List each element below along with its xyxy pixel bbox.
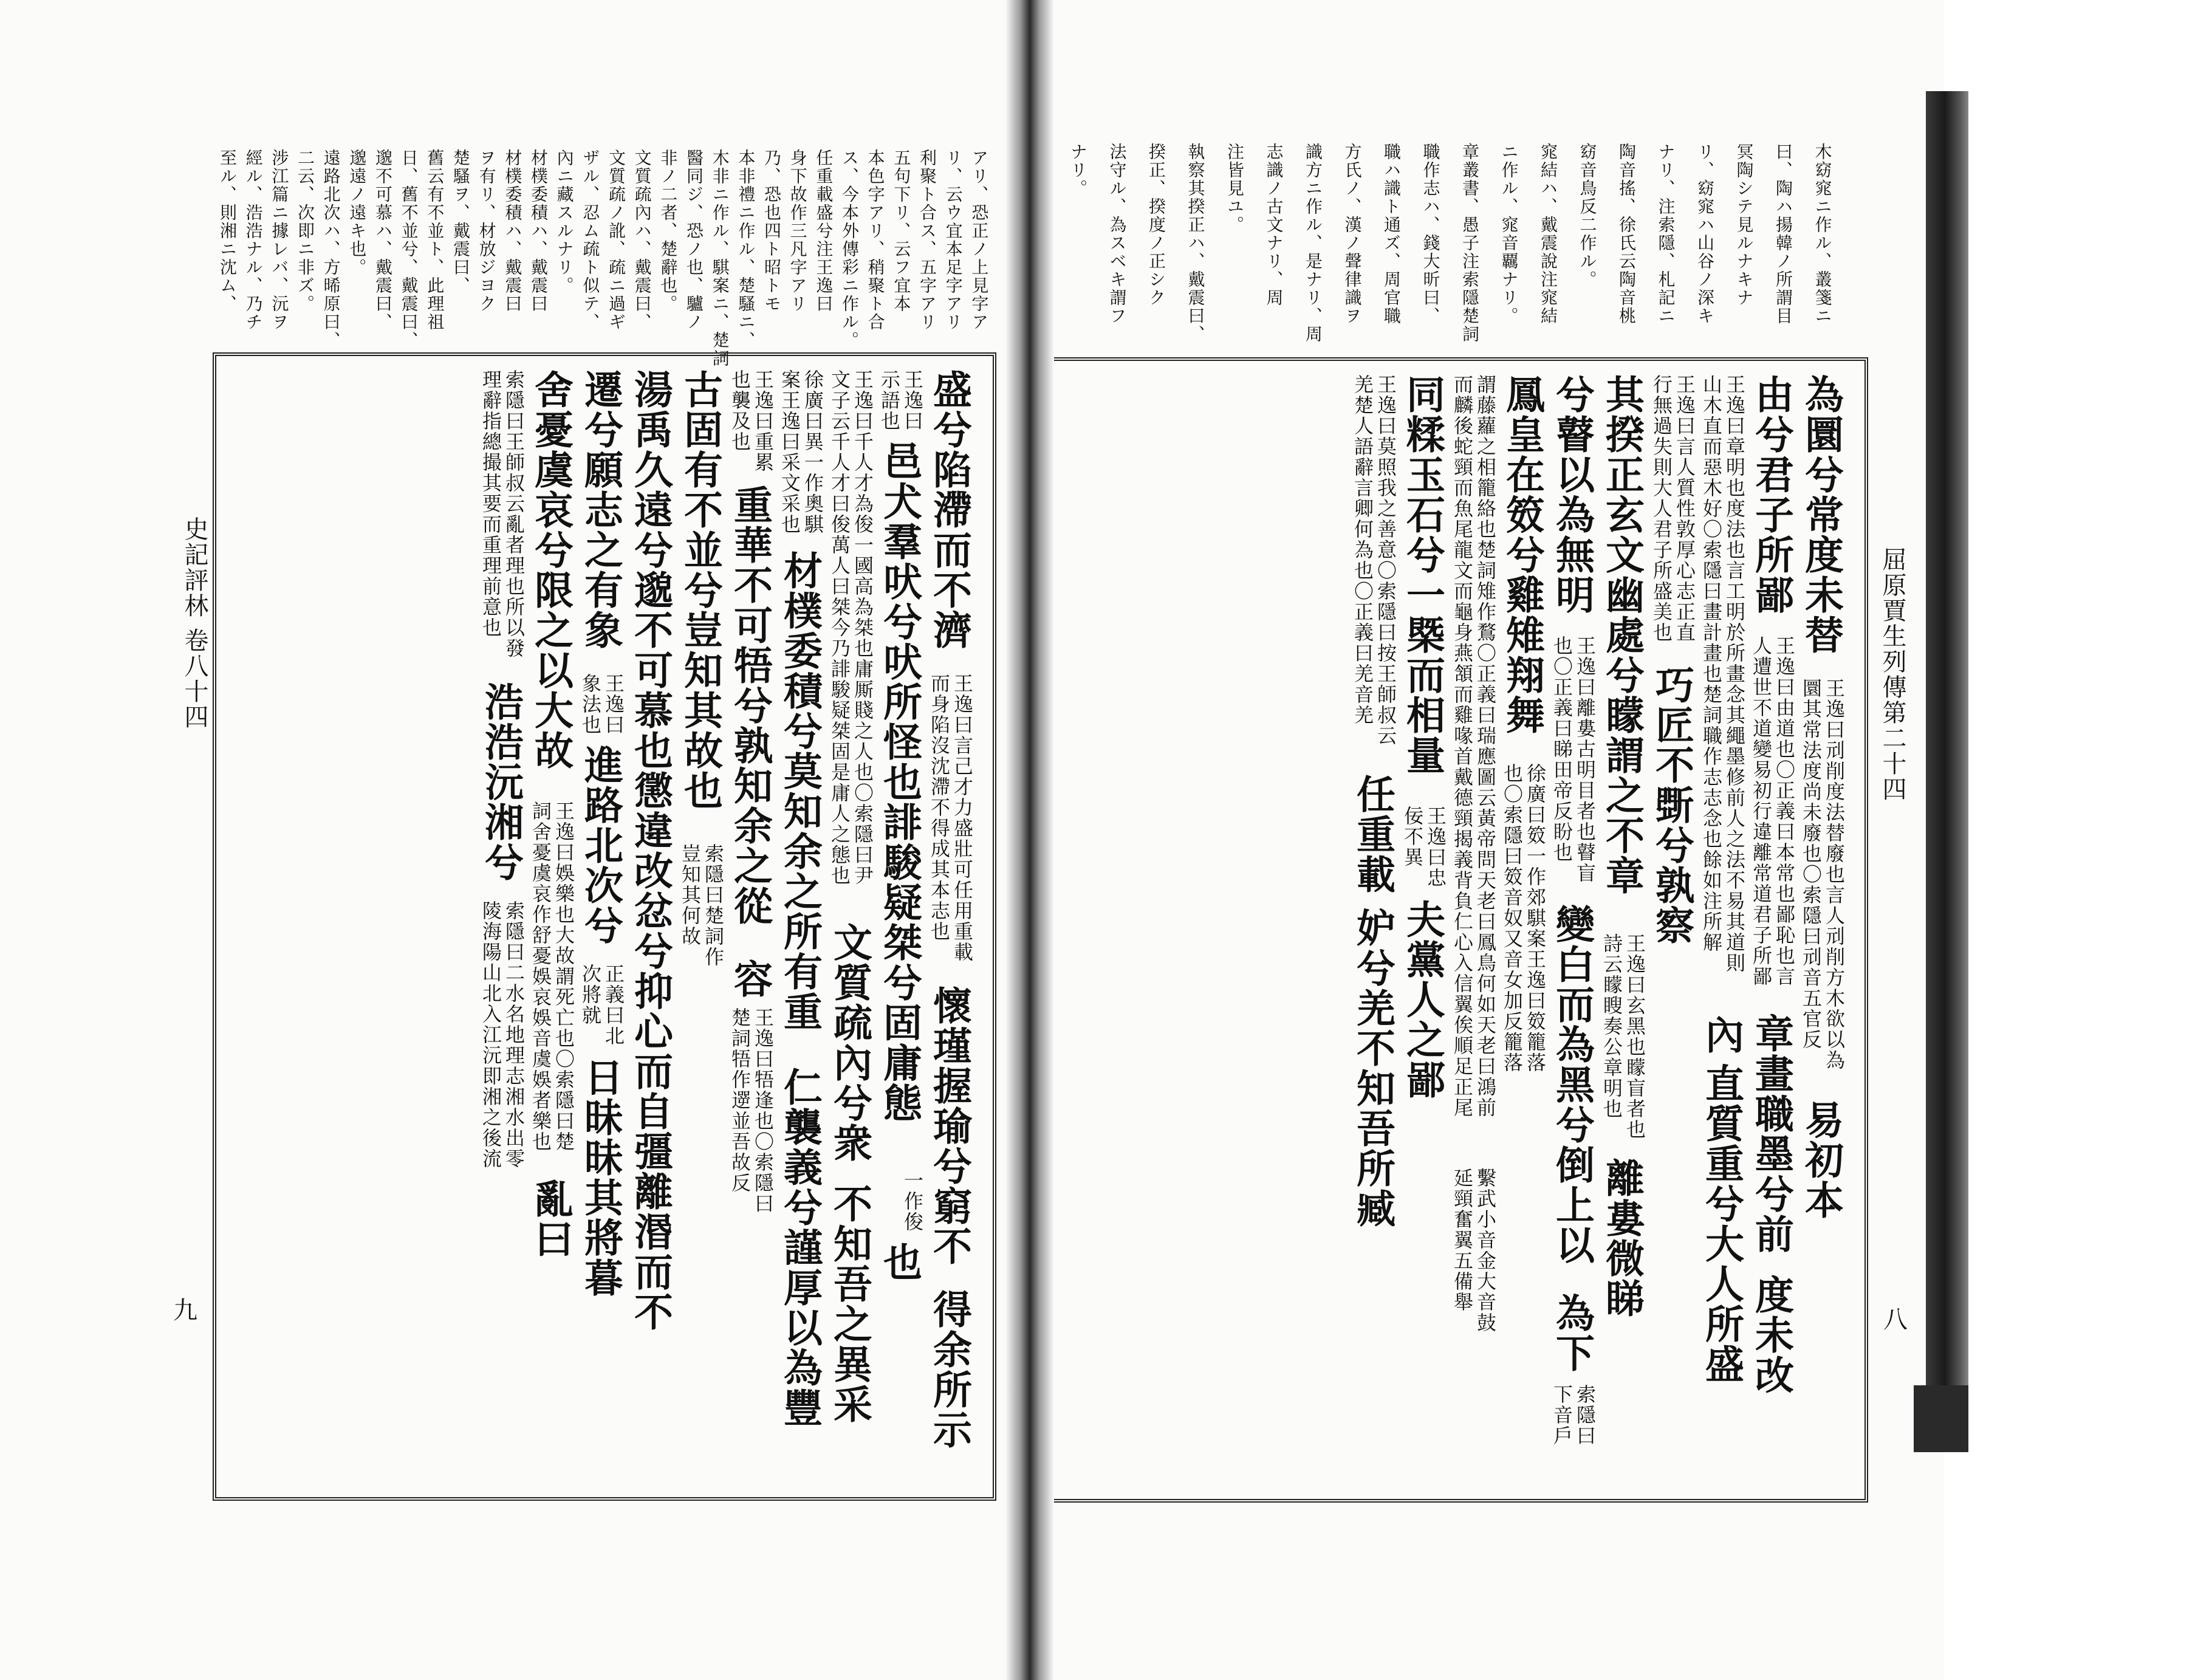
top-note-line: 二云、次即ニ非ズ。	[295, 149, 315, 313]
commentary-column: 索隱曰	[1573, 1384, 1597, 1446]
top-note-line: 職作志ハ、錢大昕曰、	[1420, 143, 1441, 325]
main-text-column: 為圜兮常度未替	[1798, 374, 1844, 655]
commentary-column: 楚詞牾作遻並吾故反	[728, 1007, 752, 1193]
main-text-column: 日昧昧其將暮	[578, 1057, 623, 1298]
commentary-column: 謂藤蘿之相籠絡也楚詞雉作鶩〇正義曰瑞應圖云黃帝問天老曰鳳鳥何如天老曰鴻前	[1474, 374, 1497, 1118]
top-note-line: 曰、陶ハ揚韓ノ所謂目	[1773, 143, 1793, 325]
main-text-column: 亂曰	[528, 1179, 574, 1259]
commentary-column: 次將就	[579, 964, 602, 1026]
top-note-line: 邈遠ノ遠キ也。	[347, 149, 368, 276]
top-note-line: 文質疏內ハ、戴震曰、	[632, 149, 652, 331]
top-note-line: 日、舊不並兮、戴震曰、	[399, 149, 419, 349]
commentary-column: 羌楚人語辭言卿何為也〇正義曰羌音羌	[1351, 374, 1374, 725]
commentary-column: 詞舍憂虞哀作舒憂娛哀娛音虞娛者樂也	[529, 801, 552, 1152]
main-text-column: 其揆正玄文幽處兮矇謂之不章	[1599, 374, 1645, 896]
commentary-column: 文子云千人才曰俊萬人曰桀今乃誹駿疑桀固是庸人之態也	[828, 369, 851, 886]
top-note-line: 方氏ノ、漢ノ聲律識ヲ	[1342, 143, 1363, 325]
main-text-column: 同糅玉石兮一槩而相量	[1400, 374, 1445, 775]
commentary-column: 王逸曰離婁古明目者也瞽盲	[1573, 636, 1597, 883]
commentary-column: 人遭世不道變易初行違離常道君子所鄙	[1750, 636, 1773, 987]
commentary-column: 也〇正義曰睇田帝反盼也	[1550, 636, 1573, 863]
commentary-column: 徐廣曰異一作奧騏	[801, 369, 824, 535]
top-note-line: 冥陶シテ見ルナキナ	[1734, 143, 1755, 307]
top-note-line: 材樸委積ハ、戴震曰	[502, 149, 523, 313]
top-note-line: 邈不可慕ハ、戴震曰、	[373, 149, 393, 331]
top-note-line: 舊云有不並ト、此理祖	[425, 149, 445, 331]
left-page	[0, 0, 1027, 1680]
top-note-line: 涉江篇ニ據レバ、沅ヲ	[269, 149, 290, 331]
top-note-line: 注皆見ユ。	[1225, 143, 1245, 234]
main-text-column: 由兮君子所鄙	[1748, 374, 1794, 615]
top-note-line: 職ハ識ト通ズ、周官職	[1382, 143, 1402, 325]
commentary-column: 佞不異	[1401, 806, 1424, 868]
gutter-shadow	[1005, 0, 1054, 1680]
main-text-column: 邑犬羣吠兮吠所怪也誹駿疑桀兮固庸態	[877, 441, 922, 1123]
commentary-column: 正義曰北	[602, 964, 625, 1046]
commentary-column: 王逸曰言己才力盛壯可任用重載	[951, 673, 974, 962]
main-text-column: 仁襲義兮謹厚以為豐	[777, 1067, 823, 1428]
top-note-line: 利聚ト合ス、五字アリ	[917, 149, 937, 331]
commentary-column: 案王逸曰采文采也	[778, 369, 801, 535]
commentary-column: 王逸曰由道也〇正義曰本常也鄙恥也言	[1773, 636, 1796, 987]
top-note-line: ザル、忍ム疏ト似テ、	[580, 149, 601, 331]
commentary-column: 索隱曰二水名地理志湘水出零	[502, 900, 526, 1169]
commentary-column: 王逸曰忠	[1424, 806, 1447, 888]
top-note-line: 窈音鳥反二作ル。	[1577, 143, 1598, 289]
main-text-column: 鳳皇在笯兮雞雉翔舞	[1499, 374, 1545, 735]
commentary-column: 王逸曰	[602, 673, 625, 735]
blank-margin	[1968, 0, 2212, 1680]
main-text-column: 盛兮陷滯而不濟	[926, 369, 972, 650]
main-text-column: 度未改	[1748, 1275, 1794, 1395]
commentary-column: 也襲及也	[728, 369, 752, 452]
commentary-column: 山木直而惡木好〇索隱曰畫計畫也楚詞職作志志念也餘如注所解	[1700, 374, 1723, 953]
top-note-line: 識方ニ作ル、是ナリ、周	[1303, 143, 1323, 343]
main-text-column: 得余所示	[926, 1289, 972, 1450]
commentary-column: 象法也	[579, 673, 602, 735]
top-note-line: 陶音搖、徐氏云陶音桃	[1617, 143, 1637, 325]
commentary-column: 詩云矇瞍奏公章明也	[1600, 933, 1623, 1119]
main-text-column: 古固有不並兮豈知其故也	[677, 369, 723, 811]
top-note-line: ヲ有リ、材放ジヨク	[476, 149, 497, 313]
top-note-line: 章叢書、愚子注索隱楚詞	[1460, 143, 1480, 343]
main-text-column: 材樸委積兮莫知余之所有重	[777, 550, 823, 1032]
top-note-line: 志識ノ古文ナリ、周	[1264, 143, 1284, 307]
top-note-line: ナリ。	[1068, 143, 1088, 197]
top-note-line: 窕結ハ、戴震說注窕結	[1538, 143, 1558, 325]
main-text-column: 妒兮羌不知吾所臧	[1350, 908, 1395, 1229]
main-text-column: 舍憂虞哀兮限之以大故	[528, 369, 574, 770]
commentary-column: 下音戶	[1550, 1384, 1573, 1446]
main-text-column: 懷瑾握瑜兮窮不	[926, 986, 972, 1266]
top-note-line: 遠路北次ハ、方晞原曰、	[321, 149, 341, 349]
main-text-column: 內	[1699, 1015, 1744, 1055]
commentary-column: 王逸曰	[901, 369, 924, 431]
main-text-column: 湯禹久遠兮邈不可慕也懲違改忿兮抑心而自彊離湣而不	[628, 369, 673, 1332]
commentary-column: 王逸曰娛樂也大故謂死亡也〇索隱曰楚	[552, 801, 575, 1152]
main-text-column: 直質重兮大人所盛	[1699, 1063, 1744, 1384]
commentary-column: 索隱曰楚詞作	[702, 843, 725, 967]
commentary-column: 一作俊	[901, 1170, 924, 1232]
top-note-line: 本色字アリ、稍聚ト合	[865, 149, 886, 331]
commentary-column: 王逸曰牾逢也〇索隱曰	[752, 1007, 775, 1214]
commentary-column: 索隱曰王師叔云亂者理也所以發	[502, 369, 526, 659]
main-text-column: 不知吾之異采	[827, 1184, 872, 1424]
top-note-line: 執察其揆正ハ、戴震曰、	[1185, 143, 1206, 343]
top-note-line: 木非ニ作ル、騏案ニ、楚詞	[710, 149, 730, 368]
top-notes	[1069, 143, 1859, 362]
top-note-line: 木窈窕ニ作ル、叢箋ニ	[1812, 143, 1833, 325]
commentary-column: 行無過失則大人君子所盛美也	[1650, 374, 1673, 643]
commentary-column: 而麟後蛇頸而魚尾龍文而龜身燕頷而雞喙首戴德頸揭義背負仁心入信翼俟順足正尾	[1451, 374, 1474, 1118]
commentary-column: 而身陷沒沈滯不得成其本志也	[928, 673, 951, 942]
top-note-line: 法守ル、為スベキ謂フ	[1107, 143, 1128, 325]
commentary-column: 王逸曰重累	[752, 369, 775, 473]
main-text-frame	[1042, 357, 1868, 1503]
commentary-column: 理辭指總撮其要而重理前意也	[479, 369, 502, 638]
top-note-line: 任重載盛兮注王逸曰	[813, 149, 834, 313]
main-text-column: 易初本	[1798, 1100, 1844, 1220]
top-note-line: 楚騷ヲ、戴震曰、	[451, 149, 471, 295]
main-text-column: 浩浩沅湘兮	[478, 682, 524, 882]
main-text-column: 文質疏內兮衆	[827, 922, 872, 1163]
main-text-column: 夫黨人之鄙	[1400, 899, 1445, 1100]
top-note-line: 至ル、則湘ニ沈ム、	[217, 149, 238, 313]
main-text-column: 也	[877, 1242, 922, 1282]
commentary-column: 也〇索隱曰笯音奴又音女加反籠落	[1501, 763, 1524, 1073]
main-text-column: 遷兮願志之有象	[578, 369, 623, 650]
commentary-column: 王逸曰莫照我之善意〇索隱曰按王師叔云	[1374, 374, 1397, 746]
top-note-line: ス、今本外傳彩ニ作ル。	[840, 149, 860, 349]
top-note-line: 材樸委積ハ、戴震曰	[529, 149, 549, 313]
top-note-line: 乃、恐也四ト昭トモ	[762, 149, 782, 313]
top-note-line: ニ作ル、窕音覊ナリ。	[1499, 143, 1519, 325]
top-note-line: アリ、恐正ノ上見字ア	[969, 149, 990, 331]
main-text-column: 容	[727, 959, 773, 999]
top-notes	[217, 149, 1002, 368]
page-number: 八	[1883, 1306, 1908, 1334]
top-note-line: 醫同ジ、恐ノ也、驢ノ	[684, 149, 704, 331]
main-text-column: 進路北次兮	[578, 745, 623, 945]
commentary-column: 豈知其何故	[679, 843, 702, 947]
main-text-column: 巧匠不斲兮孰察	[1649, 665, 1694, 945]
book-spine	[1926, 91, 1968, 1440]
commentary-column: 圜其常法度尚未廢也〇索隱曰刓音五官反	[1799, 678, 1823, 1050]
main-text-column: 章畫職墨兮前	[1748, 1013, 1794, 1254]
right-page	[1033, 0, 1944, 1680]
commentary-column: 陵海陽山北入江沅即湘之後流	[479, 900, 502, 1169]
commentary-column: 延頸奮翼五備舉	[1451, 1168, 1474, 1312]
top-note-line: ナリ、注索隱、札記ニ	[1656, 143, 1676, 325]
commentary-column: 王逸曰玄黑也矇盲者也	[1623, 933, 1646, 1140]
top-note-line: 經ル、浩浩ナル、乃チ	[243, 149, 264, 331]
commentary-column: 王逸曰章明也度法也言工明於所畫念其繩墨修前人之法不易其道則	[1723, 374, 1746, 973]
commentary-column: 王逸曰言人質性敦厚心志正直	[1673, 374, 1696, 643]
running-header: 史記評林 卷八十四	[180, 516, 208, 730]
top-note-line: 本非禮ニ作ル、楚騷ニ、	[736, 149, 756, 349]
commentary-column: 示語也	[878, 369, 901, 431]
commentary-column: 王逸曰千人才為俊一國高為桀也庸厮賤之人也〇索隱曰尹	[851, 369, 874, 886]
main-text-column: 離婁微睇	[1599, 1158, 1645, 1318]
commentary-column: 繫武小音金大音鼓	[1474, 1168, 1497, 1333]
commentary-column: 徐廣曰笯一作郊騏案王逸曰笯籠落	[1524, 763, 1547, 1073]
top-note-line: 五句下リ、云フ宜本	[891, 149, 912, 313]
main-text-column: 任重載	[1350, 774, 1395, 894]
top-note-line: 非ノ二者、楚辭也。	[658, 149, 679, 313]
top-note-line: リ、云ウ宜本足字アリ	[943, 149, 964, 331]
page-number: 九	[173, 1297, 197, 1325]
main-text-column: 兮瞽以為無明	[1549, 374, 1595, 615]
top-note-line: 文質疏ノ訛、疏ニ過ギ	[606, 149, 626, 331]
top-note-line: 身下故作三凡字アリ	[787, 149, 808, 313]
top-note-line: 內ニ藏スルナリ。	[554, 149, 575, 295]
main-text-frame	[213, 352, 996, 1501]
top-note-line: 揆正、揆度ノ正シク	[1146, 143, 1166, 307]
main-text-column: 為下	[1549, 1293, 1595, 1373]
commentary-column: 王逸曰刓削度法替廢也言人刓削方木欲以為	[1823, 678, 1846, 1071]
main-text-column: 重華不可牾兮孰知余之從	[727, 485, 773, 926]
top-note-line: リ、窈窕ハ山谷ノ深キ	[1695, 143, 1715, 325]
running-header: 屈原賈生列傳第二十四	[1878, 547, 1906, 802]
main-text-column: 變白而為黑兮倒上以	[1549, 904, 1595, 1265]
